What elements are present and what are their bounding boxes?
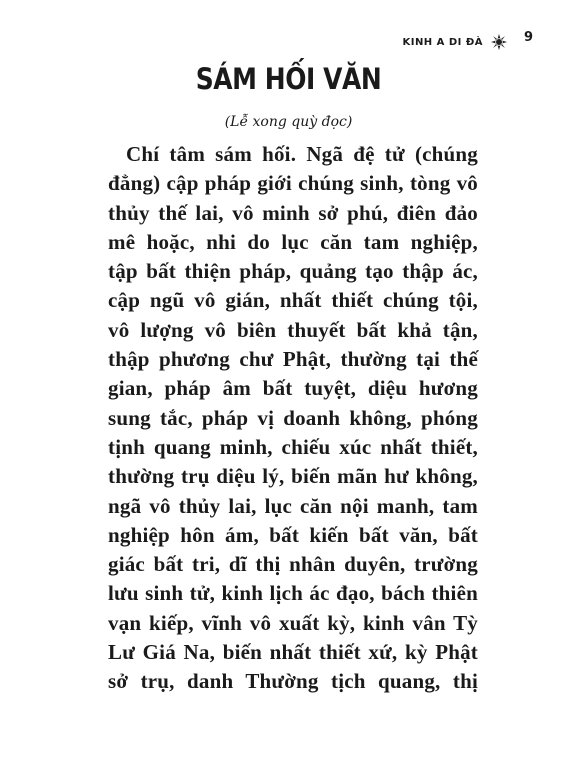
text-line: lưu sinh tử, kinh lịch ác đạo, bách thiên (108, 581, 478, 606)
page-number: 9 (523, 30, 533, 45)
text-line: tập bất thiện pháp, quảng tạo thập ác, (108, 259, 478, 284)
text-line: tịnh quang minh, chiếu xúc nhất thiết, (108, 434, 478, 459)
text-line: sung tắc, pháp vị doanh không, phóng (108, 405, 478, 430)
text-line: Chí tâm sám hối. Ngã đệ tử (chúng (126, 142, 478, 166)
text-line: thập phương chư Phật, thường tại thế (108, 347, 478, 372)
running-header (402, 34, 507, 50)
body-paragraph (108, 140, 478, 697)
text-line: Lư Giá Na, biến nhất thiết xứ, kỳ Phật (108, 640, 478, 665)
text-line: thường trụ diệu lý, biến mãn hư không, (108, 464, 478, 489)
text-line: vô lượng vô biên thuyết bất khả tận, (108, 317, 478, 342)
text-line: giác bất tri, dĩ thị nhân duyên, trường (108, 552, 478, 577)
section-subtitle: (Lễ xong quỳ đọc) (224, 114, 353, 130)
text-line: gian, pháp âm bất tuyệt, diệu hương (108, 376, 478, 401)
text-line: mê hoặc, nhi do lục căn tam nghiệp, (108, 229, 478, 254)
lotus-ornament-icon (491, 34, 507, 50)
text-line: sở trụ, danh Thường tịch quang, thị (108, 669, 478, 694)
text-line: cập ngũ vô gián, nhất thiết chúng tội, (108, 288, 478, 313)
text-line: vạn kiếp, vĩnh vô xuất kỳ, kinh vân Tỳ (108, 610, 478, 635)
text-line: đẳng) cập pháp giới chúng sinh, tòng vô (108, 171, 478, 196)
running-title: KINH A DI ĐÀ (402, 36, 483, 48)
text-line: thủy thế lai, vô minh sở phú, điên đảo (108, 200, 478, 225)
text-line: ngã vô thủy lai, lục căn nội manh, tam (108, 493, 478, 518)
section-title: SÁM HỐI VĂN (195, 62, 382, 96)
text-line: nghiệp hôn ám, bất kiến bất văn, bất (108, 522, 478, 547)
